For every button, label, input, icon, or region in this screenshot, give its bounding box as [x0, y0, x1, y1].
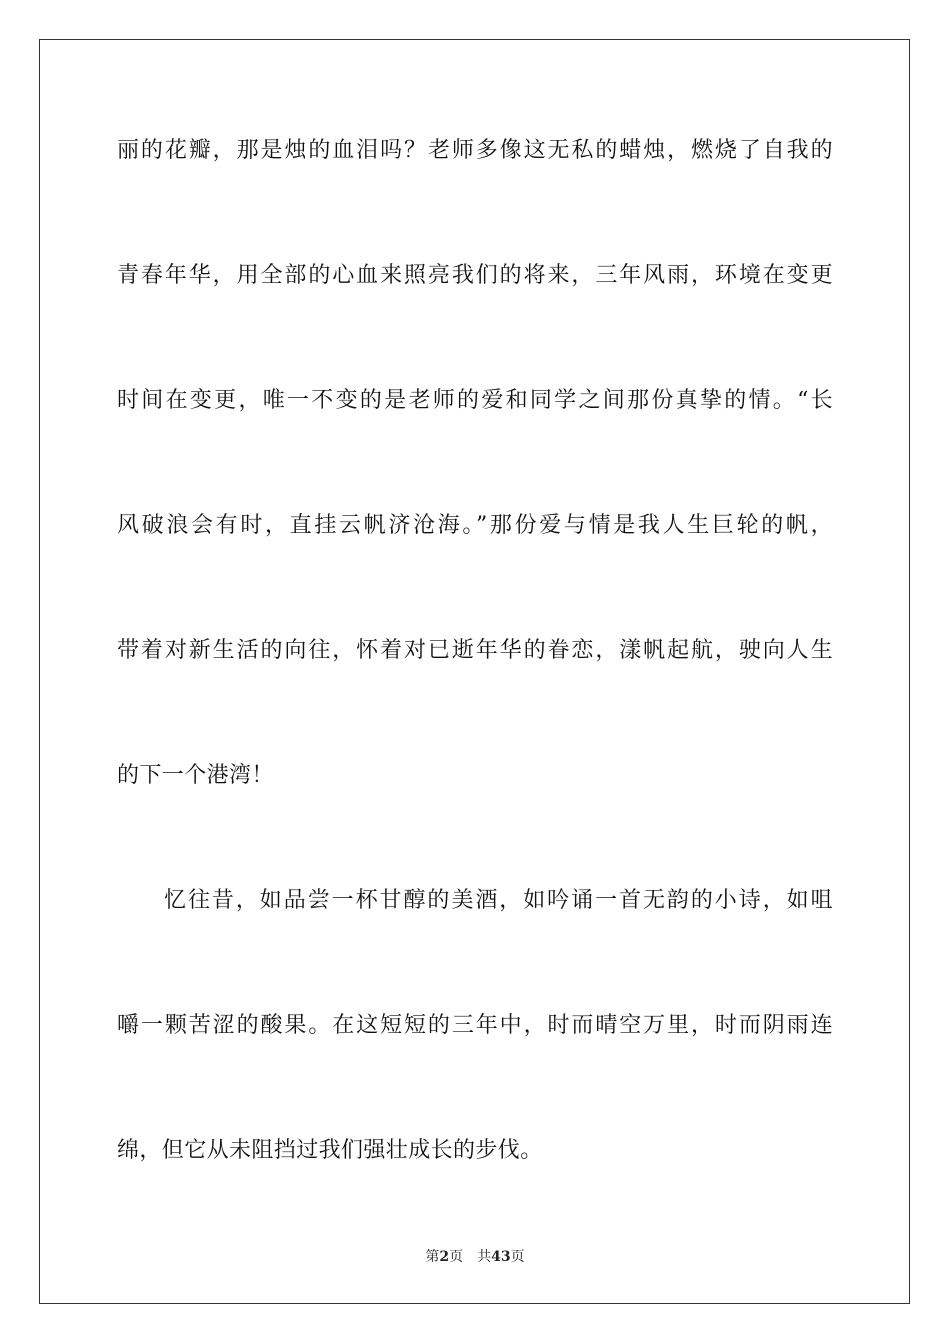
paragraph-line: 绵，但它从未阻挡过我们强壮成长的步伐。: [117, 1138, 543, 1163]
page-footer: [0, 1246, 950, 1266]
paragraph-line: 丽的花瓣，那是烛的血泪吗？老师多像这无私的蜡烛，燃烧了自我的: [117, 138, 833, 163]
page-label-suffix: 页: [449, 1249, 464, 1265]
paragraph-line: 带着对新生活的向往，怀着对已逝年华的眷恋，漾帆起航，驶向人生: [117, 638, 833, 663]
paragraph-line: 的下一个港湾！: [117, 763, 274, 788]
paragraph-line: 青春年华，用全部的心血来照亮我们的将来，三年风雨，环境在变更: [117, 263, 833, 288]
total-label-prefix: 共: [477, 1249, 492, 1265]
paragraph-line: 忆往昔，如品尝一杯甘醇的美酒，如吟诵一首无韵的小诗，如咀: [164, 888, 833, 913]
paragraph-line: 时间在变更，唯一不变的是老师的爱和同学之间那份真挚的情。“长: [117, 388, 833, 413]
page-label-prefix: 第: [425, 1249, 440, 1265]
paragraph-line: 风破浪会有时，直挂云帆济沧海。”那份爱与情是我人生巨轮的帆，: [117, 513, 833, 538]
total-page-count: 43: [491, 1249, 511, 1265]
total-label-suffix: 页: [510, 1249, 525, 1265]
current-page-number: 2: [439, 1249, 450, 1265]
page-border: [39, 39, 910, 1304]
paragraph-line: 嚼一颗苦涩的酸果。在这短短的三年中，时而晴空万里，时而阴雨连: [117, 1013, 833, 1038]
